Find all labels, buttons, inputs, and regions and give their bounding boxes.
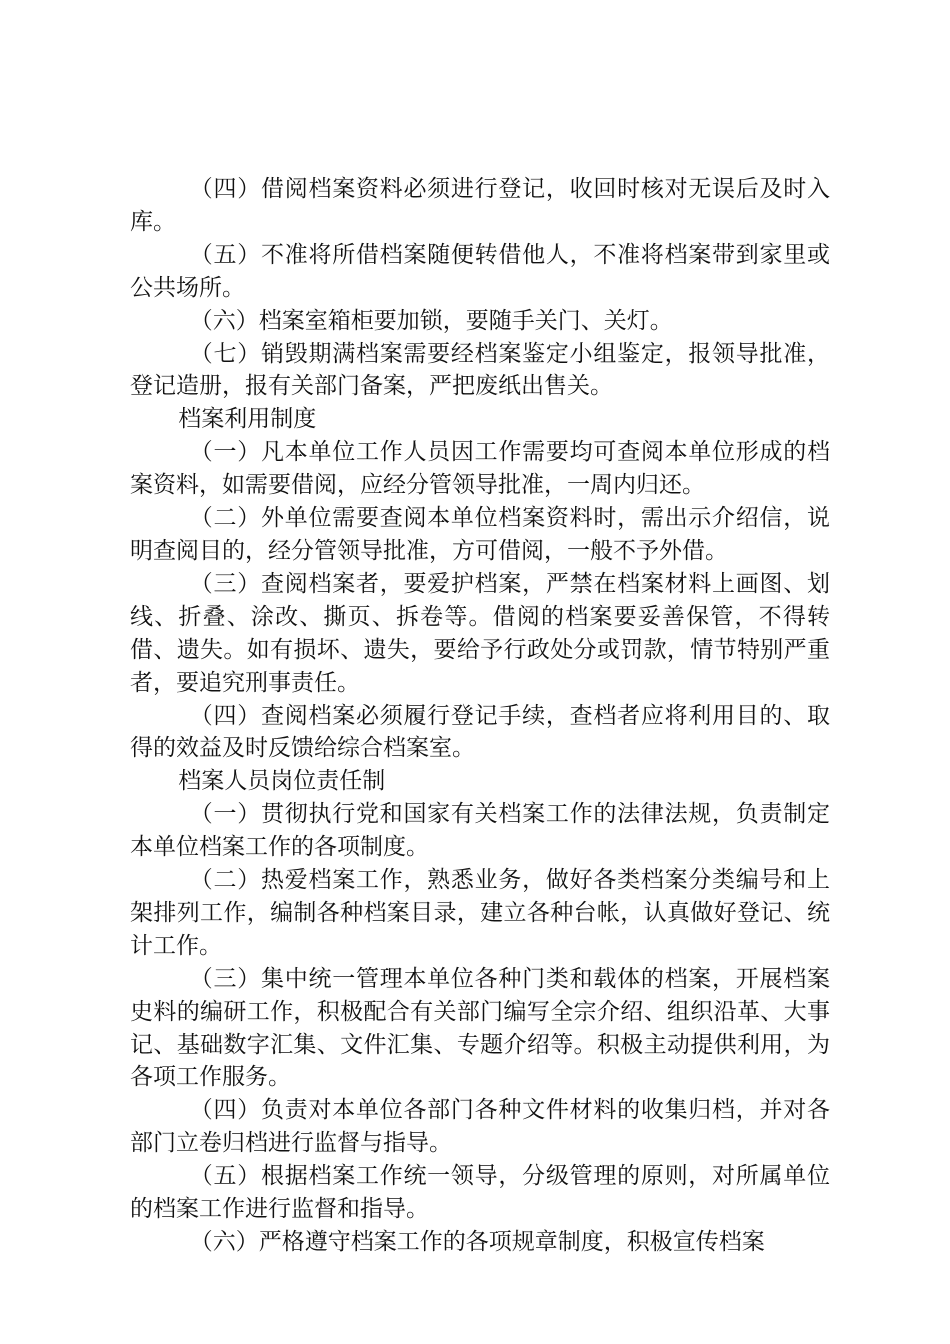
paragraph-cabinet-lock: （六）档案室箱柜要加锁，要随手关门、关灯。 (189, 307, 673, 334)
section-heading-usage-rules: 档案利用制度 (178, 406, 317, 433)
paragraph-collection-filing: （四）负责对本单位各部门各种文件材料的收集归档，并对各部门立卷归档进行监督与指导。 (130, 1097, 830, 1157)
paragraph-implement-laws: （一）贯彻执行党和国家有关档案工作的法律法规，负责制定本单位档案工作的各项制度。 (130, 801, 830, 861)
paragraph-supervision: （五）根据档案工作统一领导，分级管理的原则，对所属单位的档案工作进行监督和指导。 (130, 1163, 830, 1223)
paragraph-destruction: （七）销毁期满档案需要经档案鉴定小组鉴定，报领导批准，登记造册，报有关部门备案，严把废纸出售关。 (130, 340, 830, 400)
paragraph-compliance: （六）严格遵守档案工作的各项规章制度，积极宣传档案 (189, 1229, 765, 1255)
paragraph-access-registration: （四）查阅档案必须履行登记手续，查档者应将利用目的、取得的效益及时反馈给综合档案室。 (130, 702, 830, 762)
paragraph-protect-archives: （三）查阅档案者，要爱护档案，严禁在档案材料上画图、划线、折叠、涂改、撕页、拆卷等。借阅的档案要妥善保管，不得转借、遗失。如有损坏、遗失，要给予行政处分或罚款，情节特别严重者，要追究刑事责任。 (130, 570, 830, 696)
paragraph-classification: （二）热爱档案工作，熟悉业务，做好各类档案分类编号和上架排列工作，编制各种档案目录，建立各种台帐，认真做好登记、统计工作。 (130, 867, 830, 959)
paragraph-internal-access: （一）凡本单位工作人员因工作需要均可查阅本单位形成的档案资料，如需要借阅，应经分管领导批准，一周内归还。 (130, 439, 830, 499)
paragraph-borrow-registration: （四）借阅档案资料必须进行登记，收回时核对无误后及时入库。 (130, 176, 830, 235)
document-body (130, 173, 830, 1259)
section-heading-staff-duties: 档案人员岗位责任制 (178, 768, 386, 795)
paragraph-external-access: （二）外单位需要查阅本单位档案资料时，需出示介绍信，说明查阅目的，经分管领导批准，方可借阅，一般不予外借。 (130, 505, 830, 564)
paragraph-centralized-management: （三）集中统一管理本单位各种门类和载体的档案，开展档案史料的编研工作，积极配合有关部门编写全宗介绍、组织沿革、大事记、基础数字汇集、文件汇集、专题介绍等。积极主动提供利用，为各项工作服务。 (130, 965, 830, 1091)
paragraph-no-lending: （五）不准将所借档案随便转借他人，不准将档案带到家里或公共场所。 (130, 241, 830, 301)
